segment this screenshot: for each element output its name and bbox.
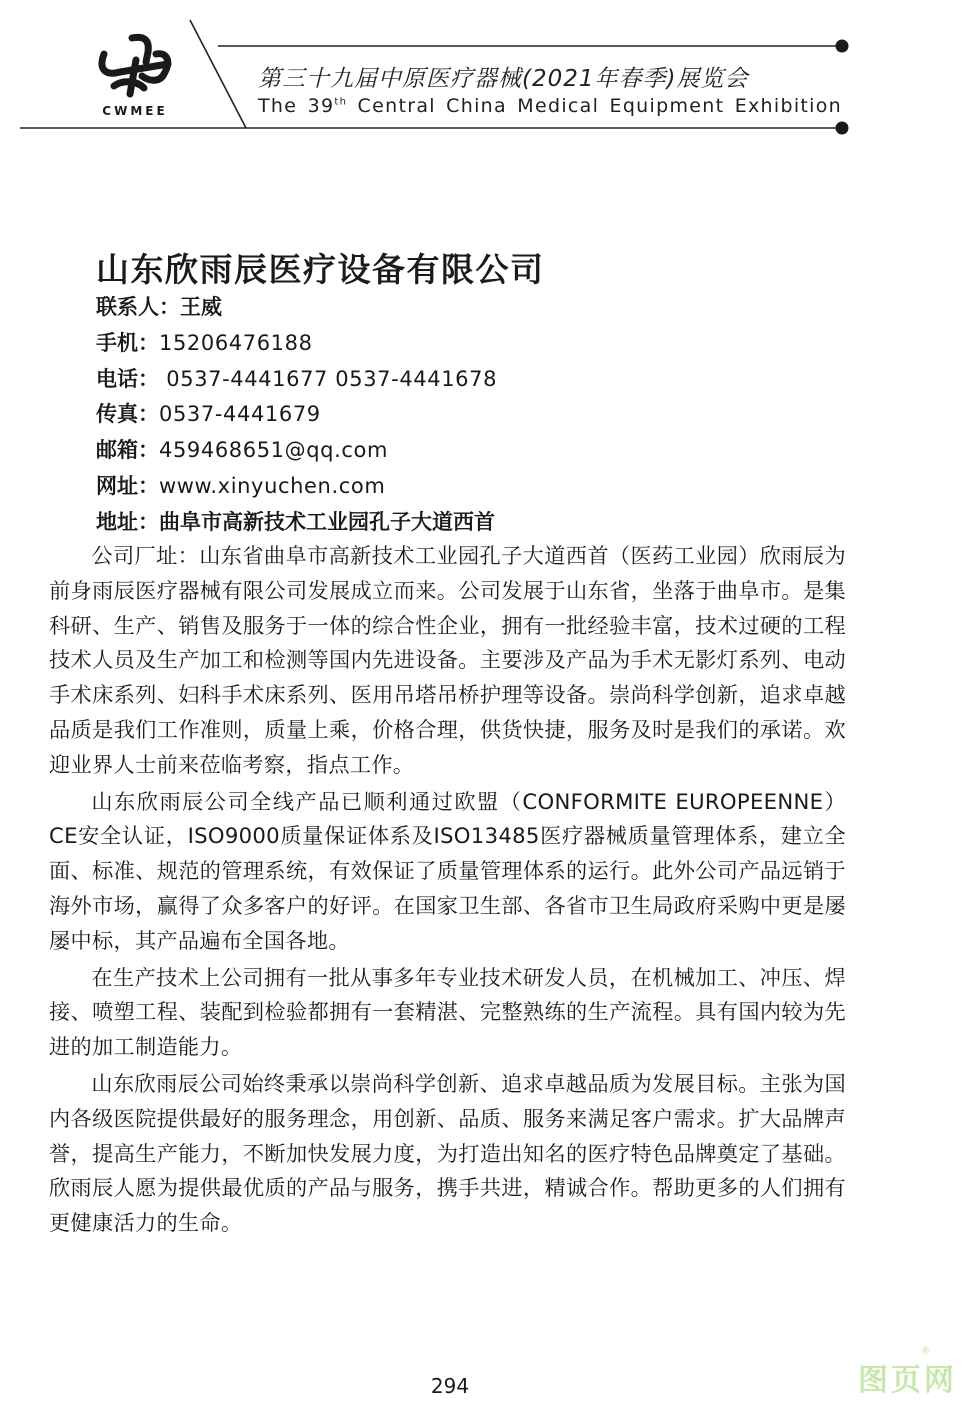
exhibition-title-en-prefix: The 39 xyxy=(258,95,335,117)
company-description xyxy=(49,539,846,1241)
paragraph: 在生产技术上公司拥有一批从事多年专业技术研发人员，在机械加工、冲压、焊接、喷塑工程、装配到检验都拥有一套精湛、完整熟练的生产流程。具有国内较为先进的加工制造能力。 xyxy=(49,964,846,1060)
paragraph: 山东欣雨辰公司始终秉承以崇尚科学创新、追求卓越品质为发展目标。主张为国内各级医院提供最好的服务理念，用创新、品质、服务来满足客户需求。扩大品牌声誉，提高生产能力，不断加快发展力度，为打造出知名的医疗特色品牌奠定了基础。欣雨辰人愿为提供最优质的产品与服务，携手共进，精诚合作。帮助更多的人们拥有更健康活力的生命。 xyxy=(49,1070,846,1236)
contact-label: 电话： xyxy=(96,366,159,391)
contact-value: 15206476188 xyxy=(159,330,313,355)
contact-person xyxy=(96,290,497,326)
contact-label: 地址： xyxy=(96,509,159,534)
contact-label: 联系人： xyxy=(96,295,180,319)
company-name: 山东欣雨辰医疗设备有限公司 xyxy=(96,250,545,289)
page-number: 294 xyxy=(430,1374,470,1398)
contact-fax xyxy=(96,397,497,433)
contact-value: 459468651@qq.com xyxy=(159,438,389,463)
paragraph: 山东欣雨辰公司全线产品已顺利通过欧盟（CONFORMITE EUROPEENNE）CE安全认证，ISO9000质量保证体系及ISO13485医疗器械质量管理体系，建立全面、标准、规范的管理系统，有效保证了质量管理体系的运行。此外公司产品远销于海外市场，赢得了众多客户的好评。在国家卫生部、各省市卫生局政府采购中更是屡屡中标，其产品遍布全国各地。 xyxy=(49,788,846,953)
paragraph: 公司厂址：山东省曲阜市高新技术工业园孔子大道西首（医药工业园）欣雨辰为前身雨辰医疗器械有限公司发展成立而来。公司发展于山东省，坐落于曲阜市。是集科研、生产、销售及服务于一体的综合性企业，拥有一批经验丰富，技术过硬的工程技术人员及生产加工和检测等国内先进设备。主要涉及产品为手术无影灯系列、电动手术床系列、妇科手术床系列、医用吊塔吊桥护理等设备。崇尚科学创新，追求卓越品质是我们工作准则，质量上乘，价格合理，供货快捷，服务及时是我们的承诺。欢迎业界人士前来莅临考察，指点工作。 xyxy=(49,543,846,777)
contact-phone xyxy=(96,362,497,398)
ordinal-suffix: th xyxy=(334,96,348,108)
cwmee-logo xyxy=(92,30,180,100)
contact-website xyxy=(96,469,497,505)
contact-list xyxy=(96,290,497,541)
contact-label: 邮箱： xyxy=(96,438,159,463)
logo-text: CWMEE xyxy=(102,104,168,118)
watermark: 图页网 xyxy=(858,1363,957,1398)
contact-value: 王威 xyxy=(180,295,222,319)
registered-mark: ® xyxy=(920,1344,931,1357)
contact-value: 0537-4441677 0537-4441678 xyxy=(159,366,498,391)
contact-label: 网址： xyxy=(96,473,159,498)
contact-email xyxy=(96,433,497,469)
contact-label: 传真： xyxy=(96,402,159,427)
exhibition-title-en xyxy=(258,95,842,117)
contact-address xyxy=(96,505,497,541)
exhibition-title-cn: 第三十九届中原医疗器械(2021年春季)展览会 xyxy=(258,66,749,92)
contact-value: www.xinyuchen.com xyxy=(159,473,386,498)
contact-label: 手机： xyxy=(96,330,159,355)
contact-mobile xyxy=(96,326,497,362)
contact-value: 0537-4441679 xyxy=(159,402,321,427)
exhibition-title-en-suffix: Central China Medical Equipment Exhibition xyxy=(347,95,843,117)
contact-value: 曲阜市高新技术工业园孔子大道西首 xyxy=(159,509,495,534)
